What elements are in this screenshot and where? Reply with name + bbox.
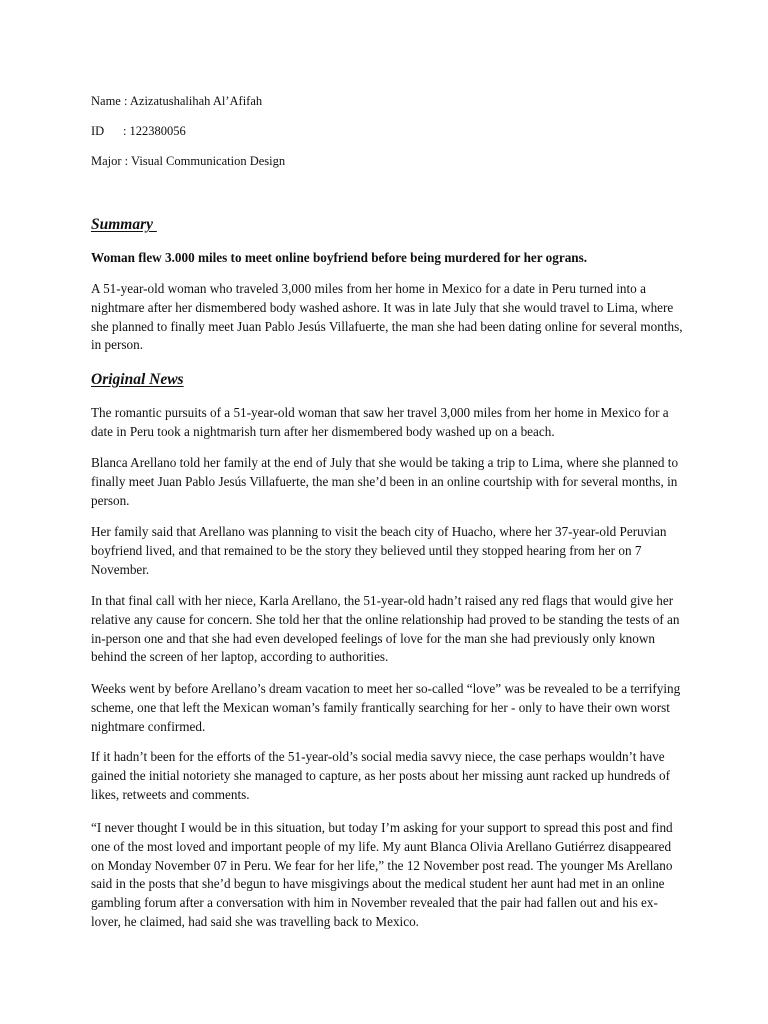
news-paragraph: If it hadn’t been for the efforts of the 51-year-old’s social media savvy niece, the case perhaps wouldn’t have gained the initial notoriety she managed to capture, as her posts about her missing aunt racked up hundreds of likes, retweets and comments.	[91, 749, 670, 802]
summary-paragraph: A 51-year-old woman who traveled 3,000 miles from her home in Mexico for a date in Peru turned into a nightmare after her dismembered body washed ashore. It was in late July that she would travel to Lima, where she planned to finally meet Juan Pablo Jesús Villafuerte, the man she had been dating online for several months, in person.	[91, 281, 683, 353]
student-major: Major : Visual Communication Design	[91, 154, 286, 168]
summary-headline: Woman flew 3.000 miles to meet online boyfriend before being murdered for her ograns.	[91, 250, 588, 265]
news-paragraph: Blanca Arellano told her family at the end of July that she would be taking a trip to Lima, where she planned to finally meet Juan Pablo Jesús Villafuerte, the man she’d been in an online courtship with for several months, in person.	[91, 455, 679, 508]
original-news-heading: Original News	[91, 371, 184, 388]
news-paragraph: The romantic pursuits of a 51-year-old woman that saw her travel 3,000 miles from her home in Mexico for a date in Peru took a nightmarish turn after her dismembered body washed up on a beach.	[91, 405, 669, 439]
summary-heading: Summary	[91, 216, 157, 233]
news-paragraph: Weeks went by before Arellano’s dream vacation to meet her so-called “love” was be revealed to be a terrifying scheme, one that left the Mexican woman’s family frantically searching for her - only to have their own worst nightmare confirmed.	[91, 681, 681, 734]
news-paragraph: “I never thought I would be in this situation, but today I’m asking for your support to spread this post and find one of the most loved and important people of my life. My aunt Blanca Olivia Arellano Gutiérrez disappeared on Monday November 07 in Peru. We fear for her life,” the 12 November post read. The younger Ms Arellano said in the posts that she’d begun to have misgivings about the medical student her aunt had met in an online gambling forum after a conversation with him in November revealed that the pair had fallen out and his ex-lover, he claimed, had said she was travelling back to Mexico.	[91, 820, 673, 929]
student-name: Name : Azizatushalihah Al’Afifah	[91, 94, 263, 108]
news-paragraph: In that final call with her niece, Karla Arellano, the 51-year-old hadn’t raised any red flags that would give her relative any cause for concern. She told her that the online relationship had proved to be standing the tests of an in-person one and that she had even developed feelings of love for the man she had previously only known behind the screen of her laptop, according to authorities.	[91, 593, 680, 665]
news-paragraph: Her family said that Arellano was planning to visit the beach city of Huacho, where her 37-year-old Peruvian boyfriend lived, and that remained to be the story they believed until they stopped hearing from her on 7 November.	[91, 524, 667, 577]
student-id: ID : 122380056	[91, 124, 186, 138]
